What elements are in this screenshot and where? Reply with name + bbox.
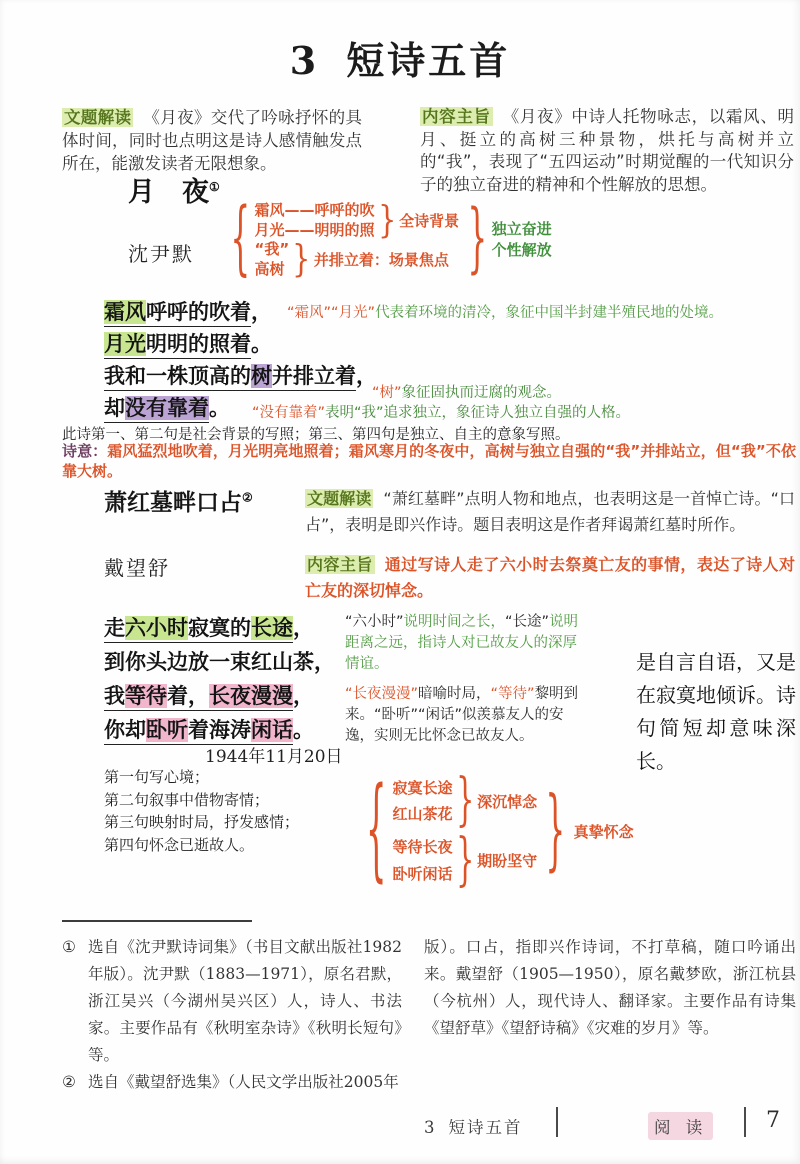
meaning-label: 诗意：	[62, 442, 108, 460]
footnotes-right-column	[424, 934, 796, 1042]
diagram-rows	[392, 768, 538, 894]
curly-brace-icon: }	[455, 827, 474, 894]
highlighted-word: 树	[251, 364, 272, 388]
diagram-group-focus	[254, 237, 460, 282]
poem-line-underlined	[104, 364, 356, 391]
annotation-keyword: “长途”	[505, 614, 550, 630]
poem-line	[104, 714, 314, 744]
diagram-conclusion: 真挚怀念	[573, 823, 634, 841]
main-idea-block	[420, 106, 794, 196]
annotation-keyword: “没有靠着”	[252, 405, 326, 421]
poem-line	[104, 612, 314, 642]
poem-line-punct: ，	[293, 684, 314, 708]
poem2-title-text: 萧红墓畔口占	[104, 489, 242, 516]
poem-line-underlined	[104, 684, 293, 711]
footnote-text: 版）。口占，指即兴作诗词，不打草稿，随口吟诵出来。戴望舒（1905—1950），原名戴梦欧，浙江杭县（今杭州）人，现代诗人、翻译家。主要作品有诗集《望舒草》《望舒诗稿》《灾难的岁月》等。	[424, 938, 796, 1037]
highlighted-word: 长夜漫漫	[209, 684, 293, 708]
poem-line	[104, 360, 377, 390]
poem2-structure-diagram	[365, 767, 634, 896]
diagram-group-hope	[392, 827, 538, 894]
diagram-conclusion-line: 独立奋进	[491, 220, 552, 238]
poem-line-text: 到你头边放一束红山茶，	[104, 650, 335, 674]
diagram-item: “我”	[254, 240, 290, 258]
diagram-conclusion	[492, 219, 552, 261]
footnote-entry	[62, 934, 402, 1069]
poem2-title-analysis-block	[305, 486, 795, 537]
chapter-number: 3	[289, 38, 317, 83]
poem-line-punct: 。	[293, 718, 314, 742]
diagram-group-label: 并排立着：场景焦点	[313, 251, 449, 269]
curly-brace-icon: }	[377, 198, 396, 243]
footer-section-badge: 阅 读	[648, 1112, 713, 1140]
diagram-group-mourning	[392, 768, 538, 834]
annotation-keyword: “等待”	[490, 686, 535, 702]
poem-line-text: 走	[104, 616, 125, 640]
diagram-item: 高树	[254, 259, 285, 278]
poem-line-text: 寂寞的	[188, 616, 251, 640]
diagram-item: 等待长夜	[392, 838, 453, 856]
highlighted-word: 等待	[125, 684, 167, 708]
title-analysis-label: 文题解读	[64, 108, 132, 127]
poem-line-text: 着，	[167, 684, 209, 708]
footnote-entry	[62, 1069, 402, 1096]
diagram-item: 月光——明明的照	[254, 220, 375, 239]
highlighted-word: 闲话	[251, 718, 293, 742]
diagram-item: 霜风——呼呼的吹	[254, 201, 375, 219]
poem-line-underlined	[104, 616, 293, 643]
highlighted-word: 卧听	[146, 718, 188, 742]
poem-line	[104, 392, 230, 422]
poem1-title-text: 月 夜	[128, 177, 209, 208]
diagram-items	[393, 830, 453, 891]
annotation-text: 象征固执而迂腐的观念。	[401, 385, 562, 401]
footnote-marker: ①	[62, 938, 76, 956]
structure-list-item: 第二句叙事中借物寄情；	[104, 790, 270, 809]
main-idea-label: 内容主旨	[422, 107, 491, 126]
poem2-date: 1944年11月20日	[205, 747, 343, 767]
poem2-title	[104, 484, 253, 517]
side-comment: 是自言自语，又是在寂寞地倾诉。诗句简短却意味深长。	[636, 650, 796, 773]
meaning-text: 霜风猛烈地吹着，月光明亮地照着；霜风寒月的冬夜中，高树与独立自强的“我”并排站立，但“我”不依靠大树。	[62, 442, 796, 480]
highlighted-word: 霜风	[104, 300, 146, 324]
main-idea-label: 内容主旨	[307, 555, 373, 574]
poem-line	[104, 328, 272, 358]
poem-line	[104, 680, 314, 710]
poem-line-text: 呼呼的吹着	[146, 300, 251, 324]
footnote-text: 选自《戴望舒选集》（人民文学出版社2005年	[88, 1073, 399, 1091]
footer-divider-bar	[744, 1107, 746, 1137]
annotation	[287, 303, 797, 324]
poem-line	[104, 646, 335, 676]
footer-chapter-title: 短诗五首	[448, 1118, 523, 1137]
diagram-group-label: 深沉悼念	[477, 792, 538, 811]
title-analysis-text: “萧红墓畔”点明人物和地点，也表明这是一首悼亡诗。“口占”，表明是即兴作诗。题目表明这是作者拜谒萧红墓时所作。	[305, 489, 795, 534]
footer-chapter-ref	[424, 1114, 523, 1138]
poem1-footnote-ref: ①	[209, 180, 220, 194]
poem-line-text: 明明的照着	[146, 332, 251, 356]
poem-line-punct: ，	[356, 364, 377, 388]
highlighted-word: 月光	[104, 332, 146, 356]
poem-line	[104, 296, 272, 326]
poem1-author: 沈尹默	[128, 242, 194, 266]
main-idea-text: 《月夜》中诗人托物咏志，以霜风、明月、挺立的高树三种景物，烘托与高树并立的“我”，表现了“五四运动”时期觉醒的一代知识分子的独立奋进的精神和个性解放的思想。	[420, 107, 795, 194]
page-footer	[0, 1106, 800, 1146]
poem-line-underlined	[104, 718, 293, 745]
annotation-keyword: “长夜漫漫”	[345, 686, 419, 702]
footnote-text: 选自《沈尹默诗词集》（书目文献出版社1982年版）。沈尹默（1883—1971），原名君默，浙江吴兴（今湖州吴兴区）人，诗人、书法家。主要作品有《秋明室杂诗》《秋明长短句》等。	[88, 938, 402, 1064]
diagram-group-label: 全诗背景	[399, 212, 460, 230]
poem1-analysis: 此诗第一、第二句是社会背景的写照；第三、第四句是独立、自主的意象写照。	[62, 427, 570, 443]
highlighted-word: 没有靠着	[125, 396, 209, 420]
poem2-footnote-ref: ②	[242, 490, 253, 505]
annotation	[345, 612, 581, 675]
curly-brace-icon: }	[545, 780, 566, 883]
title-analysis-label: 文题解读	[307, 489, 372, 508]
poem-line-text: 我和一株顶高的	[104, 364, 251, 388]
annotation	[252, 403, 792, 424]
title-analysis-text: 《月夜》交代了吟咏抒怀的具体时间，同时也点明这是诗人感情触发点所在，能激发读者无限想象。	[62, 108, 362, 173]
annotation-text: 说明距离之远，指诗人对已故友人的深厚情谊。	[345, 614, 579, 672]
diagram-group-background	[254, 198, 460, 243]
poem-line-punct: 。	[209, 396, 230, 420]
footer-chapter-number: 3	[424, 1118, 435, 1137]
poem-line-text: 你却	[104, 718, 146, 742]
highlighted-word: 六小时	[125, 616, 188, 640]
curly-brace-icon: }	[292, 237, 311, 282]
poem1-title	[128, 170, 220, 209]
annotation-keyword: “六小时”	[345, 614, 404, 630]
footer-divider-bar	[556, 1107, 558, 1137]
poem1-structure-diagram	[230, 193, 552, 287]
poem-line-punct: ，	[251, 300, 272, 324]
diagram-item: 卧听闲话	[392, 865, 453, 883]
poem-line-text: 着海涛	[188, 718, 251, 742]
annotation-keyword: “霜风”“月光”	[287, 305, 376, 321]
poem2-main-idea-block	[305, 552, 795, 603]
poem-line-underlined	[104, 300, 251, 327]
curly-brace-icon: }	[467, 196, 488, 284]
title-analysis-block	[62, 106, 362, 175]
diagram-items	[255, 201, 375, 240]
curly-brace-icon: }	[455, 768, 474, 834]
diagram-item: 寂寞长途	[392, 779, 453, 797]
annotation-text: 表明“我”追求独立，象征诗人独立自强的人格。	[325, 405, 631, 421]
poem-line-text: 并排立着	[272, 364, 356, 388]
poem1-meaning	[62, 442, 796, 481]
annotation	[345, 684, 581, 747]
chapter-heading	[0, 30, 800, 85]
chapter-name: 短诗五首	[346, 38, 511, 83]
footnote-divider	[62, 920, 252, 922]
poem-line-text: 却	[104, 396, 125, 420]
diagram-group-label: 期盼坚守	[477, 852, 538, 870]
structure-list-item: 第四句怀念已逝故人。	[104, 835, 255, 854]
diagram-conclusion-line: 个性解放	[491, 241, 552, 259]
diagram-item: 红山茶花	[392, 805, 453, 823]
poem-line-underlined	[104, 332, 251, 359]
annotation-text: 黎明到来。“卧听”“闲话”似羡慕友人的安逸，实则无比怀念已故友人。	[345, 686, 579, 744]
poem2-structure-list	[104, 766, 299, 856]
highlighted-word: 长途	[251, 616, 293, 640]
structure-list-item: 第一句写心境；	[104, 768, 210, 786]
annotation-keyword: “树”	[372, 385, 402, 401]
poem-line-punct: ，	[293, 616, 314, 640]
annotation-text: 代表着环境的清冷，象征中国半封建半殖民地的处境。	[375, 305, 724, 321]
structure-list-item: 第三句映射时局，抒发感情；	[104, 813, 300, 831]
annotation-text: 说明时间之长，	[403, 614, 506, 630]
diagram-rows	[254, 198, 460, 282]
curly-brace-icon: {	[230, 193, 251, 287]
poem-line-underlined	[104, 396, 209, 423]
diagram-items	[393, 772, 453, 830]
annotation-text: 暗喻时局，	[418, 686, 491, 702]
annotation	[372, 383, 792, 404]
footnote-marker: ②	[62, 1073, 76, 1091]
poem2-author: 戴望舒	[104, 556, 170, 580]
main-idea-text: 通过写诗人走了六小时去祭奠亡友的事情，表达了诗人对亡友的深切悼念。	[305, 555, 795, 600]
diagram-items	[255, 240, 290, 279]
poem-line-text: 我	[104, 684, 125, 708]
curly-brace-icon: {	[365, 767, 387, 896]
poem-line-punct: 。	[251, 332, 272, 356]
footer-page-number: 7	[766, 1108, 780, 1133]
footnotes-left-column	[62, 934, 402, 1096]
